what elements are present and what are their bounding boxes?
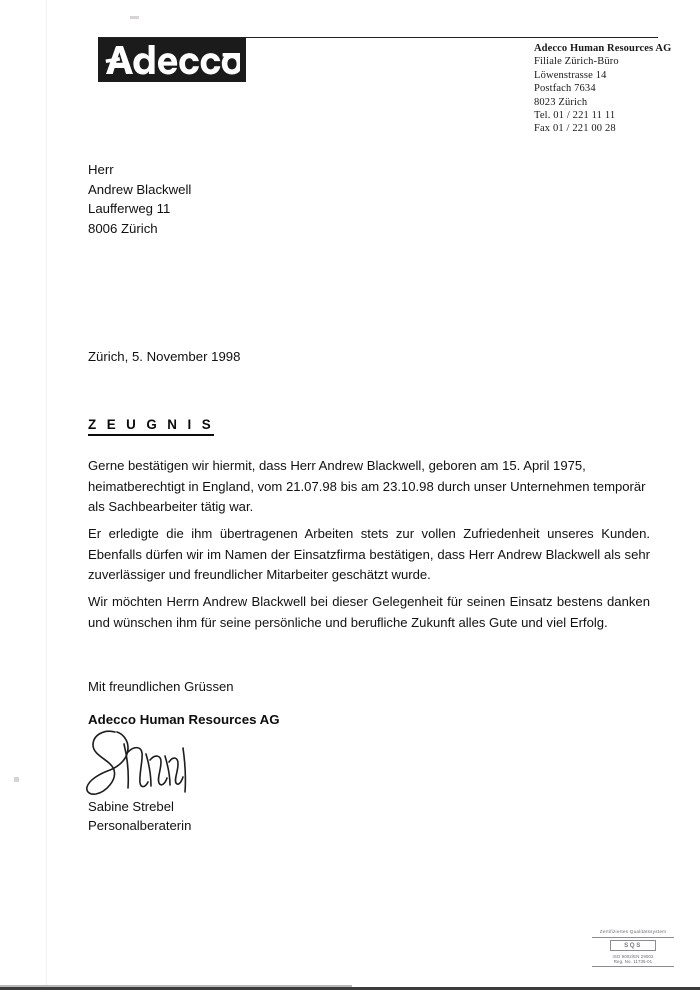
paragraph-text: Gerne bestätigen wir hiermit, dass Herr Andrew Blackwell, geboren am 15. April 1975, heimatberechtigt in England, vom 21.07.98 bis am 23.10.98 durch unser Unternehmen temporär als Sachbearbeiter tätig war. bbox=[88, 458, 646, 515]
recipient-name: Andrew Blackwell bbox=[88, 181, 192, 197]
sender-address-block bbox=[534, 42, 671, 136]
certification-heading: Zertifiziertes Qualitätssystem bbox=[592, 929, 674, 938]
body-paragraph-3 bbox=[88, 592, 650, 633]
sender-company: Adecco Human Resources AG bbox=[534, 43, 672, 54]
sender-city: 8023 Zürich bbox=[534, 96, 588, 108]
paragraph-text: Er erledigte die ihm übertragenen Arbeiten stets zur vollen Zufriedenheit unseres Kunden. Ebenfalls dürfen wir im Namen der Einsatzfirma bestätigen, dass Herr Andrew Blackwell als sehr zuverlässiger und freundlicher Mitarbeiter geschätzt wurde. bbox=[88, 526, 650, 583]
certification-mark bbox=[592, 929, 674, 967]
certification-standard: ISO 9002/EN 29002 bbox=[612, 953, 654, 959]
scan-speck bbox=[130, 16, 139, 19]
scan-speck bbox=[14, 777, 19, 782]
signer-block bbox=[88, 798, 191, 835]
certification-underline bbox=[592, 966, 674, 967]
signer-name: Sabine Strebel bbox=[88, 799, 174, 814]
sender-street: Löwenstrasse 14 bbox=[534, 69, 607, 81]
sqs-logo: SQS bbox=[610, 940, 656, 951]
body-paragraph-1 bbox=[88, 456, 650, 518]
recipient-address-block bbox=[88, 160, 191, 238]
sender-branch: Filiale Zürich-Büro bbox=[534, 56, 619, 68]
recipient-city: 8006 Zürich bbox=[88, 220, 158, 236]
closing-greeting: Mit freundlichen Grüssen bbox=[88, 679, 234, 694]
handwritten-signature bbox=[84, 726, 214, 808]
recipient-street: Laufferweg 11 bbox=[88, 201, 171, 216]
signer-title: Personalberaterin bbox=[88, 817, 192, 833]
recipient-salutation: Herr bbox=[88, 162, 114, 177]
signing-company: Adecco Human Resources AG bbox=[88, 712, 280, 727]
page-title: Z E U G N I S bbox=[88, 417, 214, 436]
sender-pobox: Postfach 7634 bbox=[534, 83, 596, 95]
adecco-logo bbox=[98, 38, 246, 82]
date-line: Zürich, 5. November 1998 bbox=[88, 349, 241, 364]
certification-registration: Reg. No. 11735-01 bbox=[613, 959, 653, 965]
sender-fax: Fax 01 / 221 00 28 bbox=[534, 123, 616, 135]
paragraph-text: Wir möchten Herrn Andrew Blackwell bei dieser Gelegenheit für seinen Einsatz bestens danken und wünschen ihm für seine persönliche und berufliche Zukunft alles Gute und viel Erfolg. bbox=[88, 594, 650, 630]
sender-telephone: Tel. 01 / 221 11 11 bbox=[534, 110, 616, 122]
scan-fold-line bbox=[46, 0, 47, 990]
body-paragraph-2 bbox=[88, 524, 650, 586]
